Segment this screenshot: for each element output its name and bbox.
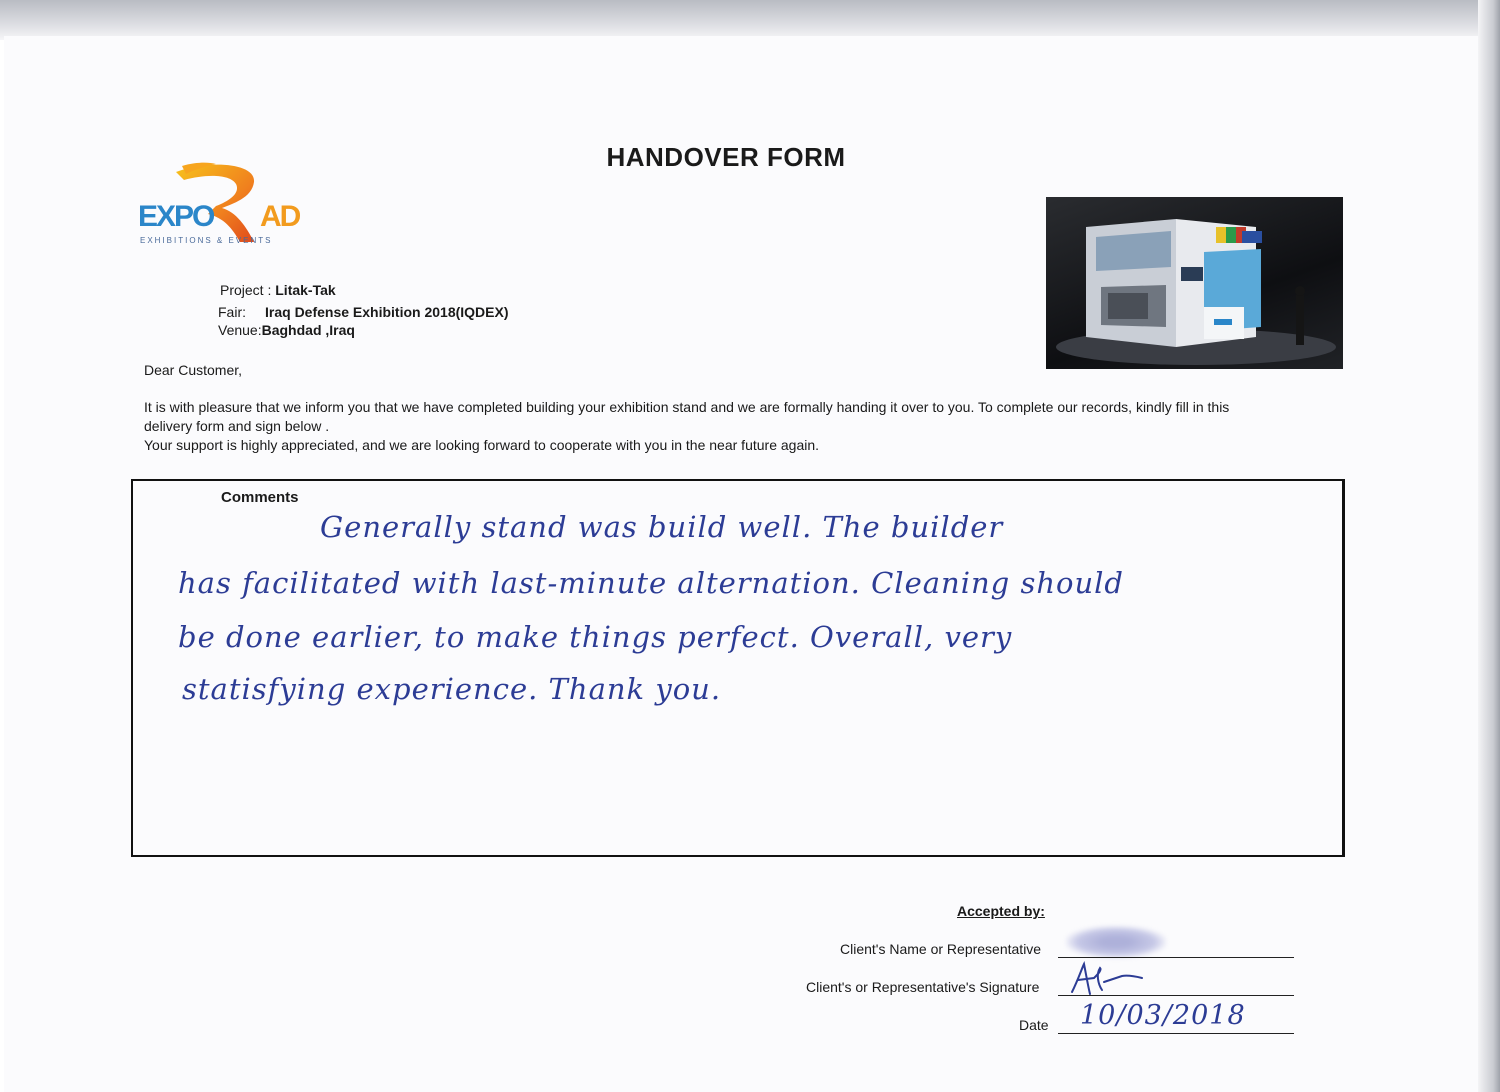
venue-value: Baghdad ,Iraq [261, 322, 355, 338]
exporoad-logo [136, 160, 316, 250]
date-label: Date [1019, 1017, 1049, 1033]
venue-label: Venue: [218, 322, 262, 338]
letter-para2: Your support is highly appreciated, and we are looking forward to cooperate with you in the near future again. [144, 437, 820, 453]
fair-value: Iraq Defense Exhibition 2018(IQDEX) [265, 304, 509, 320]
comment-line-3: be done earlier, to make things perfect. Overall, very [178, 620, 1013, 654]
scan-edge-top [0, 0, 1500, 40]
date-line [1058, 1033, 1294, 1034]
signature-line [1058, 995, 1294, 996]
booth-photo [1046, 197, 1343, 369]
redacted-name [1066, 926, 1166, 958]
accepted-by-heading: Accepted by: [957, 903, 1045, 919]
letter-para1-line1: It is with pleasure that we inform you that we have completed building your exhibition stand and we are formally handing it over to you. To complete our records, kindly fill in this [144, 399, 1230, 415]
letter-para1-line2: delivery form and sign below . [144, 418, 330, 434]
project-value: Litak-Tak [275, 282, 336, 298]
comment-line-1: Generally stand was build well. The builder [320, 510, 1004, 544]
venue-row [218, 322, 355, 338]
project-label: Project : [220, 282, 272, 298]
logo-text-ad: AD [260, 200, 300, 233]
fair-row [218, 304, 246, 320]
project-row [220, 282, 336, 298]
fair-label: Fair: [218, 304, 246, 320]
comment-line-4: statisfying experience. Thank you. [182, 672, 722, 706]
scan-edge-right [1478, 0, 1500, 1092]
client-name-label: Client's Name or Representative [840, 941, 1042, 957]
handwritten-signature [1068, 960, 1148, 998]
form-title: HANDOVER FORM [606, 142, 846, 172]
client-name-line [1058, 957, 1294, 958]
booth-illustration [1046, 197, 1343, 369]
fair-value-wrap [265, 304, 509, 320]
date-value-handwritten: 10/03/2018 [1080, 1000, 1246, 1031]
comments-label: Comments [221, 489, 299, 506]
logo-tagline: EXHIBITIONS & EVENTS [140, 236, 273, 245]
logo-text-expo: EXPO [138, 200, 214, 233]
comment-line-2: has facilitated with last-minute alternation. Cleaning should [178, 566, 1124, 600]
greeting: Dear Customer, [144, 362, 243, 378]
signature-label: Client's or Representative's Signature [806, 979, 1040, 995]
